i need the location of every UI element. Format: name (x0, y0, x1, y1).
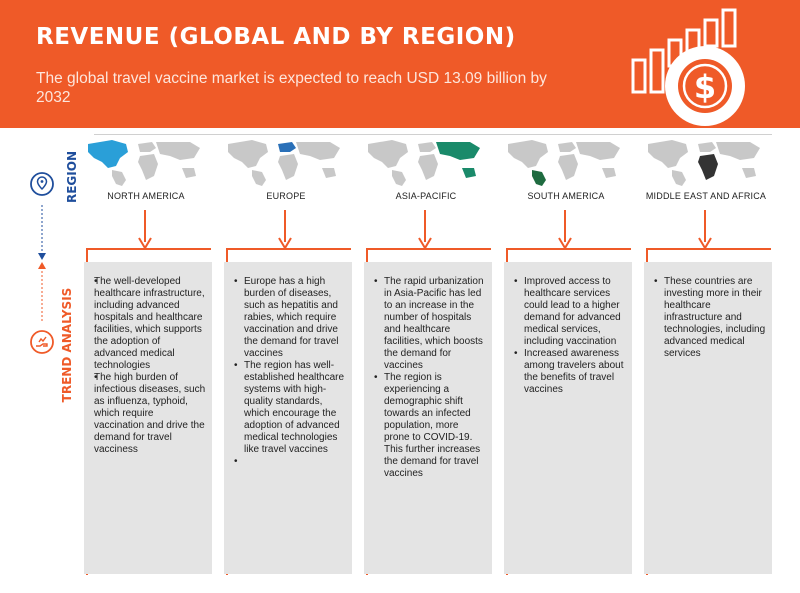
trend-bullet: • Improved access to healthcare services could lead to a higher demand for advanced medical services, including vaccination (514, 276, 626, 348)
location-pin-icon (30, 170, 54, 200)
world-map-icon (642, 134, 770, 186)
map-continent (672, 170, 686, 186)
down-arrow-icon (698, 210, 712, 250)
map-continent (508, 140, 548, 168)
map-continent (558, 154, 578, 180)
world-map-icon (222, 134, 350, 186)
map-continent (182, 168, 196, 178)
trend-bullet: • The region has well-established healthcare systems with high-quality standards, which encourage the adoption of advanced medical technologies like travel vaccines (234, 360, 346, 456)
map-continent (112, 170, 126, 186)
trend-bullet (234, 456, 346, 468)
map-continent (156, 142, 200, 160)
trend-bullet: • These countries are investing more in their healthcare infrastructure and technologies, including advanced medical services (654, 276, 766, 360)
trend-hand-icon (30, 330, 54, 354)
map-continent (88, 140, 128, 168)
map-continent (278, 142, 296, 152)
down-arrow-icon (278, 210, 292, 250)
map-continent (138, 142, 156, 152)
svg-text:$: $ (693, 68, 717, 106)
revenue-chart-icon (625, 8, 775, 128)
down-arrow-icon (558, 210, 572, 250)
down-arrow-icon (138, 210, 152, 250)
down-arrow-icon (418, 210, 432, 250)
region-name: EUROPE (266, 191, 306, 201)
map-continent (716, 142, 760, 160)
trend-card-asia-pacific (364, 262, 492, 574)
map-continent (278, 154, 298, 180)
trend-bullet: • The region is experiencing a demographic shift towards an infected population, more prone to COVID-19. This further increases the demand for travel vaccines (374, 372, 486, 480)
region-name: SOUTH AMERICA (527, 191, 605, 201)
trend-card-south-america (504, 262, 632, 574)
header-banner (0, 0, 800, 128)
map-continent (698, 154, 718, 180)
map-continent (296, 142, 340, 160)
region-name: NORTH AMERICA (107, 191, 185, 201)
world-map-icon (82, 134, 210, 186)
map-continent (252, 170, 266, 186)
map-continent (436, 142, 480, 160)
page-subtitle: The global travel vaccine market is expected to reach USD 13.09 billion by 2032 (36, 70, 547, 106)
trend-card-north-america (84, 262, 212, 574)
map-continent (698, 142, 716, 152)
map-continent (558, 142, 576, 152)
world-map-icon (502, 134, 630, 186)
trend-card-europe (224, 262, 352, 574)
map-continent (138, 154, 158, 180)
map-continent (532, 170, 546, 186)
trend-bullet: • Increased awareness among travelers about the benefits of travel vaccines (514, 348, 626, 396)
down-arrow-icon (37, 205, 47, 260)
map-continent (576, 142, 620, 160)
region-name: MIDDLE EAST AND AFRICA (645, 191, 767, 201)
map-continent (648, 140, 688, 168)
map-continent (742, 168, 756, 178)
trend-bullet: • The well-developed healthcare infrastructure, including advanced hospitals and healthcare facilities, which supports the adoption of advanced medical technologies (94, 276, 206, 372)
map-continent (602, 168, 616, 178)
page-title: REVENUE (GLOBAL AND BY REGION) (36, 24, 516, 50)
trend-analysis-label: TREND ANALYSIS (60, 287, 74, 403)
map-continent (462, 168, 476, 178)
map-continent (418, 142, 436, 152)
map-continent (322, 168, 336, 178)
trend-bullet: • The high burden of infectious diseases, such as influenza, typhoid, which require vaccination and drive the demand for travel vacciness (94, 372, 206, 456)
trend-bullet: • Europe has a high burden of diseases, such as hepatitis and rabies, which require vaccination and drive the demand for travel vaccines (234, 276, 346, 360)
trend-bullet: • The rapid urbanization in Asia-Pacific has led to an increase in the number of hospitals and healthcare facilities, which boosts the demand for vaccines (374, 276, 486, 372)
map-continent (228, 140, 268, 168)
region-label: REGION (65, 151, 79, 203)
map-continent (418, 154, 438, 180)
map-continent (392, 170, 406, 186)
region-name: ASIA-PACIFIC (395, 191, 457, 201)
map-continent (368, 140, 408, 168)
up-arrow-icon (37, 262, 47, 322)
world-map-icon (362, 134, 490, 186)
trend-card-middle-east-and-africa (644, 262, 772, 574)
